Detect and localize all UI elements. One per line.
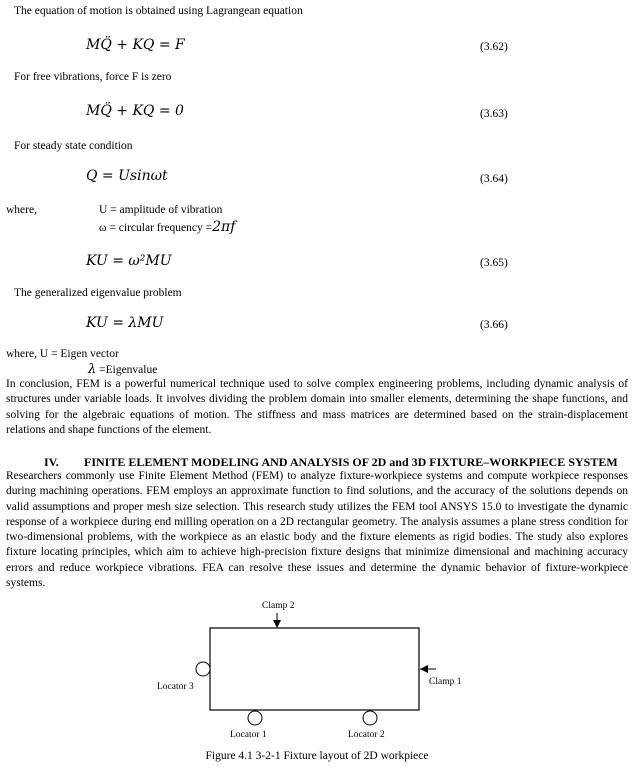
- section-heading: [44, 455, 618, 470]
- equation-number: (3.65): [480, 257, 508, 269]
- locator-2-circle: [363, 711, 377, 725]
- section-number: IV.: [44, 455, 59, 469]
- equation-number: (3.62): [480, 41, 508, 53]
- intro-line: The equation of motion is obtained using Lagrangean equation: [14, 5, 303, 17]
- equation-number: (3.64): [480, 173, 508, 185]
- u-definition: U = amplitude of vibration: [99, 204, 223, 216]
- locator-1-label: Locator 1: [230, 730, 267, 740]
- free-vibration-line: For free vibrations, force F is zero: [14, 71, 172, 83]
- equation-3-65: KU = ω²MU: [86, 253, 172, 269]
- equation-3-63: MQ̈ + KQ = 0: [86, 103, 184, 119]
- clamp-2-arrowhead: [273, 620, 281, 628]
- equation-3-66: KU = λMU: [86, 315, 164, 331]
- locator-2-label: Locator 2: [348, 730, 385, 740]
- clamp-2-label: Clamp 2: [262, 601, 295, 611]
- omega-definition: [99, 220, 235, 236]
- clamp-1-arrowhead: [420, 665, 428, 673]
- locator-1-circle: [248, 711, 262, 725]
- lambda-symbol: λ: [88, 362, 97, 377]
- workpiece-rectangle: [210, 628, 419, 710]
- omega-definition-text: ω = circular frequency =: [99, 222, 213, 234]
- fem-paragraph: Researchers commonly use Finite Element Method (FEM) to analyze fixture-workpiece systems and compute workpiece responses during machining operations. FEM employs an approximate function to find solutions, and the accuracy of the solutions depends on valid assumptions and proper mesh size selection. This research study utilizes the FEM tool ANSYS 15.0 to investigate the dynamic response of a workpiece during end milling operation on a 2D rectangular geometry. The analysis assumes a plane stress condition for two-dimensional problems, with the workpiece as an elastic body and the fixture elements as rigid bodies. The study also explores fixture locating principles, which aim to achieve high-precision fixture designs that minimize dimensional and machining accuracy errors and reduce workpiece vibrations. FEA can resolve these issues and determine the dynamic behavior of fixture-workpiece systems.: [6, 470, 628, 590]
- where-label: where,: [6, 204, 37, 216]
- eigen-vector-definition: where, U = Eigen vector: [6, 348, 119, 360]
- steady-state-line: For steady state condition: [14, 140, 133, 152]
- eigenvalue-problem-line: The generalized eigenvalue problem: [14, 287, 182, 299]
- omega-expression: 2πf: [212, 219, 236, 235]
- figure-caption: Figure 4.1 3-2-1 Fixture layout of 2D workpiece: [205, 750, 429, 762]
- clamp-1-label: Clamp 1: [429, 677, 462, 687]
- lambda-definition-text: =Eigenvalue: [96, 364, 158, 376]
- conclusion-paragraph: In conclusion, FEM is a powerful numerical technique used to solve complex engineering problems, including dynamic analysis of structures under variable loads. It involves dividing the problem domain into smaller elements, determining the shape functions, and solving for the algebraic equations of motion. The stiffness and mass matrices are determined based on the strain-displacement relations and shape functions of the element.: [6, 378, 628, 436]
- equation-3-64: Q = Usinωt: [86, 168, 168, 184]
- locator-3-circle: [196, 662, 210, 676]
- equation-number: (3.63): [480, 108, 508, 120]
- equation-number: (3.66): [480, 319, 508, 331]
- section-title: FINITE ELEMENT MODELING AND ANALYSIS OF 2D and 3D FIXTURE–WORKPIECE SYSTEM: [84, 455, 618, 469]
- lambda-definition: [88, 362, 157, 378]
- locator-3-label: Locator 3: [157, 682, 194, 692]
- equation-3-62: MQ̈ + KQ = F: [86, 37, 185, 53]
